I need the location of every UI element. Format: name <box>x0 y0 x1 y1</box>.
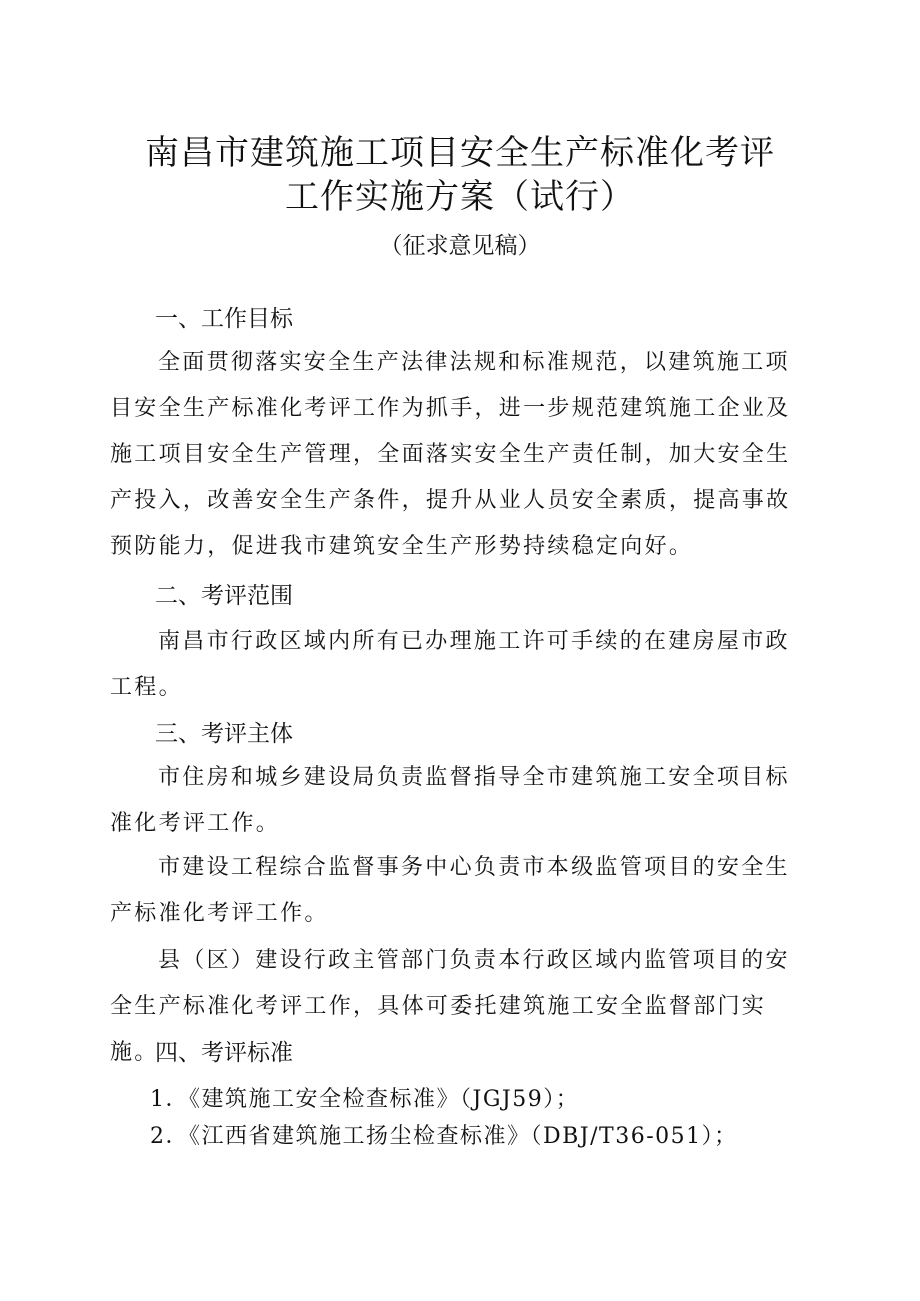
section-paragraph-goals: 全面贯彻落实安全生产法律法规和标准规范，以建筑施工项目安全生产标准化考评工作为抓手，进一步规范建筑施工企业及施工项目安全生产管理，全面落实安全生产责任制，加大安全生产投入，改善安全生产条件，提升从业人员安全素质，提高事故预防能力，促进我市建筑安全生产形势持续稳定向好。 <box>110 350 791 559</box>
standard-list-item: 2．《江西省建筑施工扬尘检查标准》（DBJ/T36-051）； <box>150 1124 738 1149</box>
section-paragraph-subject-county: 县（区）建设行政主管部门负责本行政区域内监管项目的安全生产标准化考评工作，具体可委托建筑施工安全监督部门实施。 <box>110 948 790 1065</box>
section-heading-goals: 一、工作目标 <box>155 306 293 332</box>
document-subtitle: （征求意见稿） <box>379 233 541 259</box>
section-paragraph-scope: 南昌市行政区域内所有已办理施工许可手续的在建房屋市政工程。 <box>110 629 790 700</box>
section-heading-standards: 四、考评标准 <box>155 1040 293 1066</box>
document-title-line1: 南昌市建筑施工项目安全生产标准化考评 <box>145 133 775 173</box>
section-paragraph-subject-city: 市住房和城乡建设局负责监督指导全市建筑施工安全项目标准化考评工作。 <box>110 765 790 836</box>
section-paragraph-subject-center: 市建设工程综合监督事务中心负责市本级监管项目的安全生产标准化考评工作。 <box>110 855 790 926</box>
section-heading-scope: 二、考评范围 <box>155 583 293 609</box>
document-title-line2: 工作实施方案（试行） <box>285 177 635 217</box>
standard-list-item: 1．《建筑施工安全检查标准》（JGJ59）； <box>150 1087 580 1112</box>
section-heading-subject: 三、考评主体 <box>155 721 293 747</box>
